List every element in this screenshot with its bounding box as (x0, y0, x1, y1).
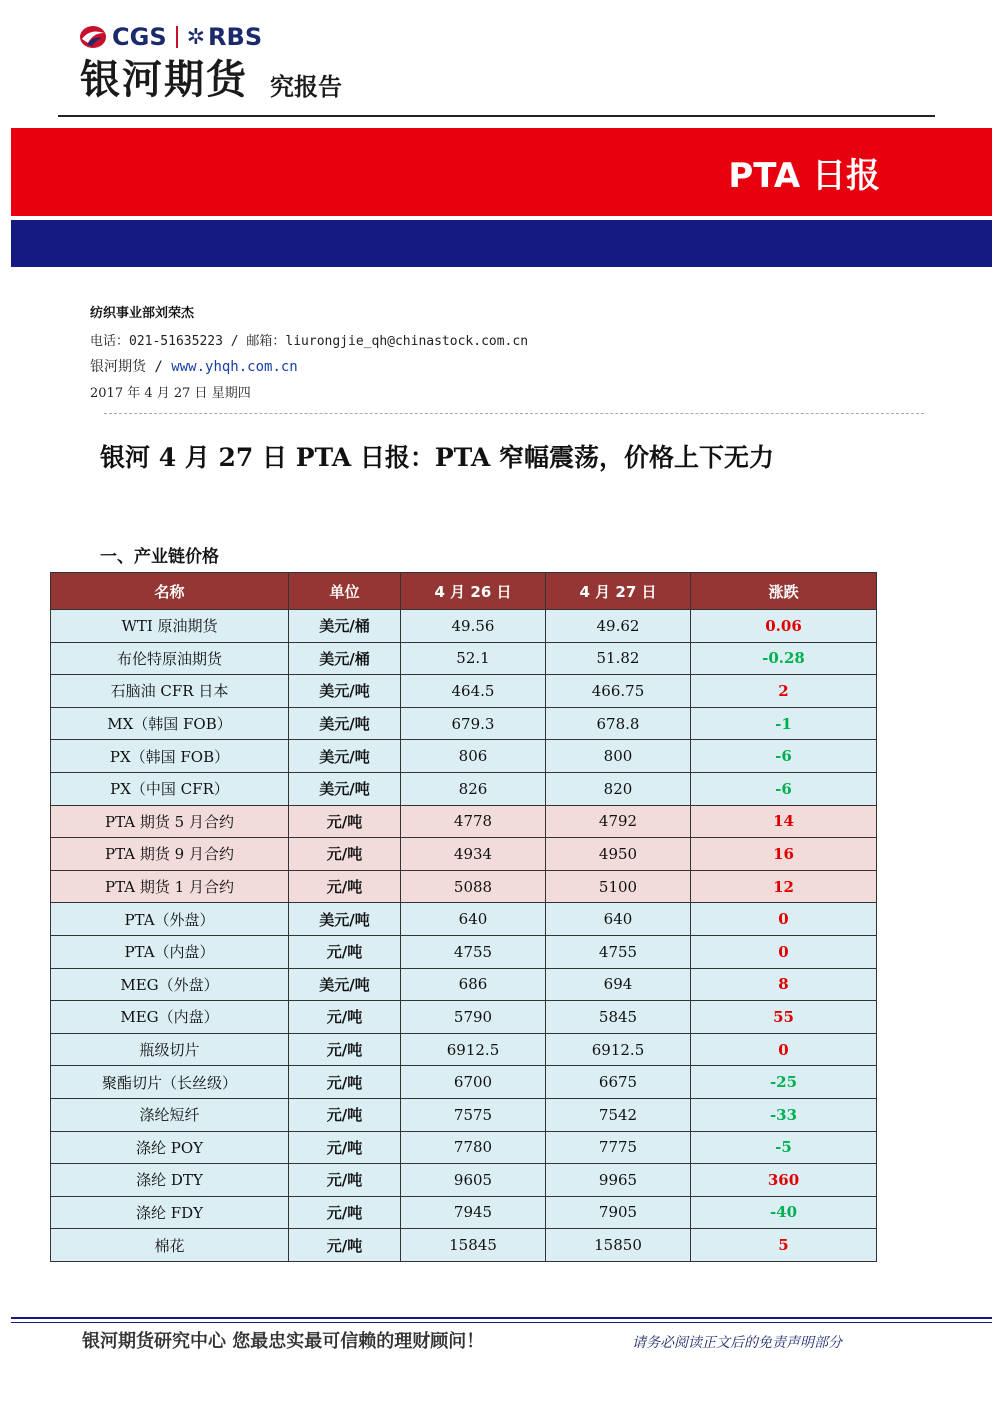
table-row (51, 610, 877, 643)
cell-unit: 美元/吨 (289, 903, 401, 936)
report-date: 2017 年 4 月 27 日 星期四 (90, 386, 251, 401)
cell-unit: 元/吨 (289, 1229, 401, 1262)
cell-name: 布伦特原油期货 (51, 642, 289, 675)
header-divider (58, 115, 935, 117)
cell-date1: 7780 (401, 1131, 546, 1164)
table-row (51, 838, 877, 871)
cell-date2: 694 (546, 968, 691, 1001)
cell-name: PX（中国 CFR） (51, 772, 289, 805)
cgs-swirl-icon (78, 24, 108, 50)
cell-change: 360 (691, 1164, 877, 1197)
cell-name: 石脑油 CFR 日本 (51, 675, 289, 708)
brand-subtitle: 究报告 (270, 73, 342, 101)
cell-name: 聚酯切片（长丝级） (51, 1066, 289, 1099)
table-row (51, 1098, 877, 1131)
cell-change: 0 (691, 935, 877, 968)
cell-date1: 9605 (401, 1164, 546, 1197)
table-row (51, 805, 877, 838)
cell-date2: 4792 (546, 805, 691, 838)
cell-date2: 640 (546, 903, 691, 936)
headline: 银河 4 月 27 日 PTA 日报：PTA 窄幅震荡，价格上下无力 (100, 443, 774, 472)
cell-change: -6 (691, 772, 877, 805)
footer-divider-thin (11, 1322, 992, 1323)
cell-unit: 元/吨 (289, 838, 401, 871)
table-row (51, 1001, 877, 1034)
cell-name: PX（韩国 FOB） (51, 740, 289, 773)
price-table (50, 572, 877, 1262)
cell-name: 涤纶短纤 (51, 1098, 289, 1131)
logo-cgs-text: CGS (112, 23, 167, 51)
cell-name: MEG（外盘） (51, 968, 289, 1001)
cell-date1: 6700 (401, 1066, 546, 1099)
cell-change: 8 (691, 968, 877, 1001)
cell-name: PTA 期货 5 月合约 (51, 805, 289, 838)
col-header-change: 涨跌 (691, 573, 877, 610)
cell-date1: 4755 (401, 935, 546, 968)
cell-change: 0 (691, 903, 877, 936)
table-row (51, 870, 877, 903)
cell-change: 2 (691, 675, 877, 708)
cell-date2: 7905 (546, 1196, 691, 1229)
cell-date2: 6675 (546, 1066, 691, 1099)
cell-date2: 4950 (546, 838, 691, 871)
cell-date1: 5790 (401, 1001, 546, 1034)
author: 纺织事业部刘荣杰 (90, 306, 195, 321)
cell-unit: 美元/桶 (289, 610, 401, 643)
cell-date2: 5845 (546, 1001, 691, 1034)
cell-date1: 640 (401, 903, 546, 936)
cell-date2: 820 (546, 772, 691, 805)
cell-date2: 678.8 (546, 707, 691, 740)
table-row (51, 1164, 877, 1197)
table-row (51, 968, 877, 1001)
footer-divider (11, 1317, 992, 1319)
company-logo (78, 22, 262, 52)
table-row (51, 642, 877, 675)
col-header-date1: 4 月 26 日 (401, 573, 546, 610)
cell-date2: 7775 (546, 1131, 691, 1164)
cell-date2: 466.75 (546, 675, 691, 708)
cell-change: 12 (691, 870, 877, 903)
cell-unit: 元/吨 (289, 1001, 401, 1034)
brand-name: 银河期货 (80, 57, 248, 103)
cell-unit: 美元/吨 (289, 772, 401, 805)
cell-unit: 元/吨 (289, 1196, 401, 1229)
table-row (51, 1196, 877, 1229)
brand-row (80, 58, 342, 102)
cell-change: 16 (691, 838, 877, 871)
cell-unit: 元/吨 (289, 935, 401, 968)
table-row (51, 1066, 877, 1099)
cell-date2: 7542 (546, 1098, 691, 1131)
cell-change: -25 (691, 1066, 877, 1099)
rbs-star-icon: ✲ (186, 24, 206, 50)
cell-name: MX（韩国 FOB） (51, 707, 289, 740)
website-label: 银河期货 / (90, 359, 172, 375)
footer-slogan: 银河期货研究中心 您最忠实最可信赖的理财顾问！ (82, 1331, 485, 1352)
cell-unit: 元/吨 (289, 1066, 401, 1099)
cell-unit: 元/吨 (289, 1098, 401, 1131)
cell-name: 涤纶 POY (51, 1131, 289, 1164)
cell-name: 棉花 (51, 1229, 289, 1262)
cell-date1: 686 (401, 968, 546, 1001)
cell-unit: 美元/桶 (289, 642, 401, 675)
cell-name: PTA 期货 1 月合约 (51, 870, 289, 903)
section-title: 一、产业链价格 (100, 547, 219, 567)
table-body (51, 610, 877, 1262)
table-row (51, 707, 877, 740)
cell-unit: 元/吨 (289, 1164, 401, 1197)
cell-change: 0 (691, 1033, 877, 1066)
cell-change: 55 (691, 1001, 877, 1034)
cell-unit: 美元/吨 (289, 675, 401, 708)
cell-date1: 679.3 (401, 707, 546, 740)
table-row (51, 675, 877, 708)
cell-date1: 4778 (401, 805, 546, 838)
cell-change: 14 (691, 805, 877, 838)
cell-unit: 美元/吨 (289, 968, 401, 1001)
cell-change: -33 (691, 1098, 877, 1131)
logo-separator (176, 26, 178, 48)
table-row (51, 1131, 877, 1164)
cell-change: -0.28 (691, 642, 877, 675)
blue-banner (11, 220, 992, 267)
cell-name: MEG（内盘） (51, 1001, 289, 1034)
cell-date1: 15845 (401, 1229, 546, 1262)
logo-rbs-text: RBS (208, 23, 263, 51)
cell-date1: 52.1 (401, 642, 546, 675)
cell-unit: 元/吨 (289, 870, 401, 903)
cell-date1: 4934 (401, 838, 546, 871)
table-row (51, 740, 877, 773)
cell-name: PTA 期货 9 月合约 (51, 838, 289, 871)
cell-unit: 元/吨 (289, 1033, 401, 1066)
cell-date2: 49.62 (546, 610, 691, 643)
cell-change: -5 (691, 1131, 877, 1164)
cell-name: 瓶级切片 (51, 1033, 289, 1066)
cell-name: PTA（内盘） (51, 935, 289, 968)
cell-date2: 4755 (546, 935, 691, 968)
cell-unit: 元/吨 (289, 1131, 401, 1164)
cell-unit: 美元/吨 (289, 740, 401, 773)
cell-date1: 6912.5 (401, 1033, 546, 1066)
cell-date2: 5100 (546, 870, 691, 903)
cell-date1: 464.5 (401, 675, 546, 708)
cell-change: 5 (691, 1229, 877, 1262)
table-header-row (51, 573, 877, 610)
cell-date2: 9965 (546, 1164, 691, 1197)
col-header-unit: 单位 (289, 573, 401, 610)
cell-date1: 806 (401, 740, 546, 773)
col-header-date2: 4 月 27 日 (546, 573, 691, 610)
table-row (51, 1229, 877, 1262)
table-row (51, 935, 877, 968)
website-link[interactable]: www.yhqh.com.cn (171, 359, 298, 375)
cell-date1: 7945 (401, 1196, 546, 1229)
cell-date1: 49.56 (401, 610, 546, 643)
table-row (51, 1033, 877, 1066)
cell-date1: 5088 (401, 870, 546, 903)
cell-date1: 7575 (401, 1098, 546, 1131)
cell-date2: 51.82 (546, 642, 691, 675)
table-row (51, 772, 877, 805)
col-header-name: 名称 (51, 573, 289, 610)
contact-info: 电话：021-51635223 / 邮箱：liurongjie_qh@chinastock.com.cn (90, 334, 529, 349)
cell-name: PTA（外盘） (51, 903, 289, 936)
cell-date2: 15850 (546, 1229, 691, 1262)
dashed-divider (104, 413, 924, 414)
website-line (90, 356, 298, 376)
footer-disclaimer: 请务必阅读正文后的免责声明部分 (632, 1335, 842, 1351)
cell-name: 涤纶 DTY (51, 1164, 289, 1197)
cell-name: WTI 原油期货 (51, 610, 289, 643)
cell-unit: 元/吨 (289, 805, 401, 838)
cell-date1: 826 (401, 772, 546, 805)
report-title: PTA 日报 (728, 156, 880, 196)
table-row (51, 903, 877, 936)
cell-change: 0.06 (691, 610, 877, 643)
cell-change: -1 (691, 707, 877, 740)
cell-date2: 6912.5 (546, 1033, 691, 1066)
title-banner (11, 128, 992, 216)
cell-change: -40 (691, 1196, 877, 1229)
cell-change: -6 (691, 740, 877, 773)
cell-unit: 美元/吨 (289, 707, 401, 740)
cell-name: 涤纶 FDY (51, 1196, 289, 1229)
cell-date2: 800 (546, 740, 691, 773)
